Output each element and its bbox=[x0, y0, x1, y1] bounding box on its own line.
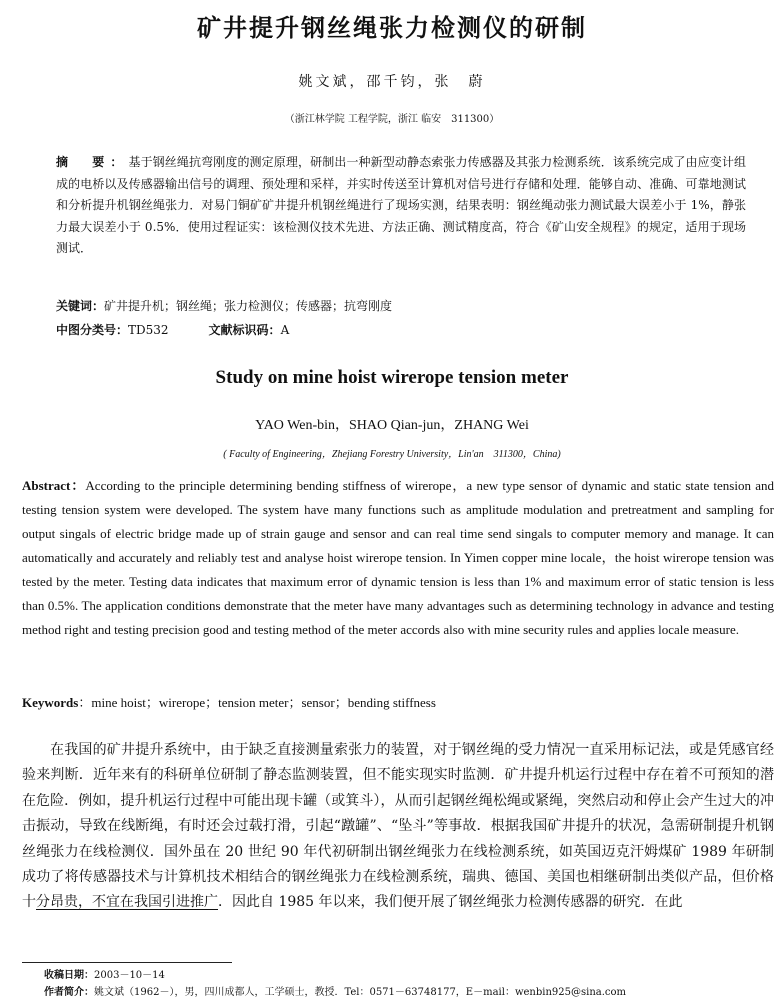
classification-row bbox=[56, 321, 746, 338]
footnote-received bbox=[44, 966, 764, 981]
affiliation-en: ( Faculty of Engineering，Zhejiang Forestry University，Lin'an 311300，China) bbox=[223, 449, 561, 460]
doc-code-label: 文献标识码： bbox=[208, 323, 281, 337]
footnote-author-bio bbox=[44, 983, 764, 998]
keywords-en-text: mine hoist；wirerope；tension meter；sensor；bending stiffness bbox=[91, 695, 436, 710]
keywords-cn-text: 矿井提升机；钢丝绳；张力检测仪；传感器；抗弯刚度 bbox=[104, 299, 393, 313]
abstract-en-text: According to the principle determining bending stiffness of wirerope，a new type sensor of dynamic and static state tension and testing tension system were developed. The system have many functions such as amplitude modulation and pretreatment and sampling for output singals of electric bridge made up of strain gauge and sensor and can real time send singals to computer memory and manage. It can automatically and accurately and reliably test and analyse hoist wirerope tension. In Yimen copper mine locale，the hoist wirerope tension was tested by the meter. Testing data indicates that maximum error of dynamic tension is less than 1% and maximum error of static tension is less than 0.5%. The application conditions demonstrate that the meter have many advantages such as determining technology in advance and testing method right and testing precision good and testing method of the meter accords also with mine security rules and applies locale measure. bbox=[22, 478, 774, 637]
abstract-cn bbox=[56, 152, 746, 260]
abstract-en-label: Abstract bbox=[22, 478, 71, 493]
paper-title-en: Study on mine hoist wirerope tension meter bbox=[215, 367, 569, 388]
doc-code-value: A bbox=[280, 323, 290, 337]
author-bio-text: 姚文斌（1962－），男，四川成都人，工学硕士，教授．Tel：0571－63748177，E－mail：wenbin925@sina.com bbox=[94, 987, 627, 998]
body-paragraph bbox=[22, 738, 774, 916]
body-text-part2: ．因此自 1985 年以来，我们便开展了钢丝绳张力检测传感器的研究．在此 bbox=[218, 894, 683, 911]
received-date: 2003－10－14 bbox=[94, 970, 165, 981]
clc-label: 中图分类号： bbox=[56, 323, 129, 337]
author-bio-label: 作者简介： bbox=[44, 987, 94, 998]
body-text-underlined: 分昂贵，不宜在我国引进推广 bbox=[36, 894, 218, 911]
authors-en: YAO Wen-bin，SHAO Qian-jun，ZHANG Wei bbox=[255, 418, 529, 433]
body-text-part1: 在我国的矿井提升系统中，由于缺乏直接测量索张力的装置，对于钢丝绳的受力情况一直采用标记法，或是凭感官经验来判断．近年来有的科研单位研制了静态监测装置，但不能实现实时监测．矿井提升机运行过程中存在着不可预知的潜在危险．例如，提升机运行过程中可能出现卡罐（或箕斗），从而引起钢丝绳松绳或紧绳，突然启动和停止会产生过大的冲击振动，导致在线断绳，有时还会过载打滑，引起“蹾罐”、“坠斗”等事故．根据我国矿井提升的状况，急需研制提升机钢丝绳张力在线检测仪．国外虽在 20 世纪 90 年代初研制出钢丝绳张力在线检测系统，如英国迈克汗姆煤矿 1989 年研制成功了将传感器技术与计算机技术相结合的钢丝绳张力在线检测系统，瑞典、德国、美国也相继研制出类似产品，但价格十 bbox=[22, 742, 774, 911]
clc-value: TD532 bbox=[128, 323, 169, 337]
keywords-en: Keywords：mine hoist；wirerope；tension meter；sensor；bending stiffness bbox=[22, 695, 436, 710]
keywords-cn bbox=[56, 297, 746, 314]
authors-cn: 姚文斌，邵千钧，张 蔚 bbox=[298, 74, 486, 90]
footnote-divider bbox=[22, 962, 232, 963]
affiliation-cn: （浙江林学院 工程学院，浙江 临安 311300） bbox=[284, 114, 500, 125]
abstract-en: Abstract：According to the principle determining bending stiffness of wirerope，a new type sensor of dynamic and static state tension and testing tension system were developed. The system have many functions such as amplitude modulation and pretreatment and sampling for output singals of electric bridge made up of strain gauge and sensor and can real time send singals to computer memory and manage. It can automatically and accurately and reliably test and analyse hoist wirerope tension. In Yimen copper mine locale，the hoist wirerope tension was tested by the meter. Testing data indicates that maximum error of dynamic tension is less than 1% and maximum error of static tension is less than 0.5%. The application conditions demonstrate that the meter have many advantages such as determining technology in advance and testing method right and testing precision good and testing method of the meter accords also with mine security rules and applies locale measure. bbox=[22, 478, 774, 637]
abstract-cn-label: 摘 要： bbox=[56, 155, 129, 169]
keywords-en-label: Keywords bbox=[22, 695, 79, 710]
keywords-cn-label: 关键词： bbox=[56, 299, 105, 313]
received-label: 收稿日期： bbox=[44, 970, 94, 981]
abstract-cn-text: 基于钢丝绳抗弯刚度的测定原理，研制出一种新型动静态索张力传感器及其张力检测系统．该系统完成了由应变计组成的电桥以及传感器输出信号的调理、预处理和采样，并实时传送至计算机对信号进行存储和处理．能够自动、准确、可靠地测试和分析提升机钢丝绳张力．对易门铜矿矿井提升机钢丝绳进行了现场实测，结果表明：钢丝绳动张力测试最大误差小于 1%，静张力最大误差小于 0.5%．使用过程证实：该检测仪技术先进、方法正确、测试精度高，符合《矿山安全规程》的规定，适用于现场测试． bbox=[56, 155, 746, 255]
paper-title-cn: 矿井提升钢丝绳张力检测仪的研制 bbox=[197, 13, 587, 42]
